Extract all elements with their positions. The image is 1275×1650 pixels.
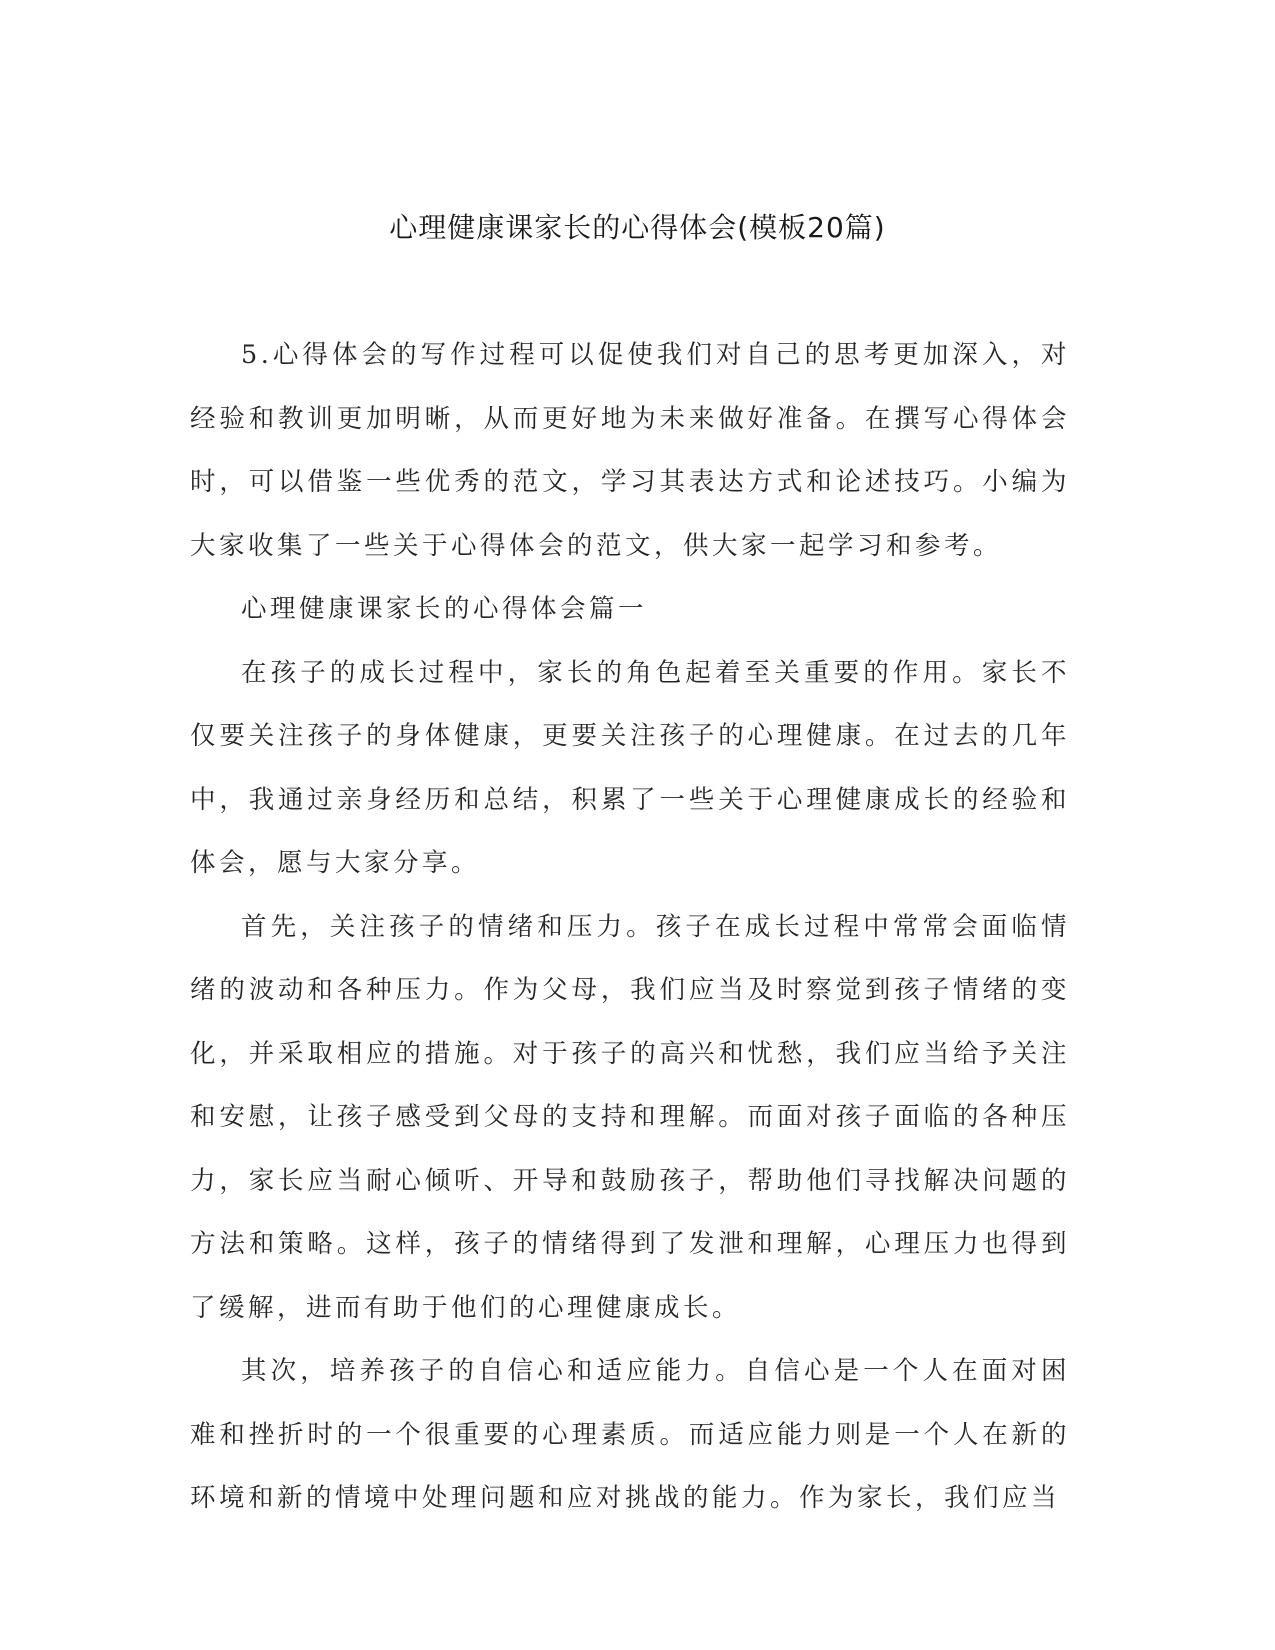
- intro-paragraph: 5.心得体会的写作过程可以促使我们对自己的思考更加深入，对经验和教训更加明晰，从而更好地为未来做好准备。在撰写心得体会时，可以借鉴一些优秀的范文，学习其表达方式和论述技巧。小编为大家收集了一些关于心得体会的范文，供大家一起学习和参考。: [190, 340, 1070, 561]
- body-paragraph: 首先，关注孩子的情绪和压力。孩子在成长过程中常常会面临情绪的波动和各种压力。作为父母，我们应当及时察觉到孩子情绪的变化，并采取相应的措施。对于孩子的高兴和忧愁，我们应当给予关注和安慰，让孩子感受到父母的支持和理解。而面对孩子面临的各种压力，家长应当耐心倾听、开导和鼓励孩子，帮助他们寻找解决问题的方法和策略。这样，孩子的情绪得到了发泄和理解，心理压力也得到了缓解，进而有助于他们的心理健康成长。: [190, 911, 1070, 1323]
- document-body: [190, 324, 1070, 1531]
- body-paragraph: 其次，培养孩子的自信心和适应能力。自信心是一个人在面对困难和挫折时的一个很重要的心理素质。而适应能力则是一个人在新的环境和新的情境中处理问题和应对挑战的能力。作为家长，我们应当: [190, 1356, 1070, 1513]
- section-heading: 心理健康课家长的心得体会篇一: [241, 594, 648, 624]
- body-paragraph: 在孩子的成长过程中，家长的角色起着至关重要的作用。家长不仅要关注孩子的身体健康，更要关注孩子的心理健康。在过去的几年中，我通过亲身经历和总结，积累了一些关于心理健康成长的经验和体会，愿与大家分享。: [190, 657, 1070, 878]
- document-title: 心理健康课家长的心得体会(模板20篇): [389, 211, 886, 244]
